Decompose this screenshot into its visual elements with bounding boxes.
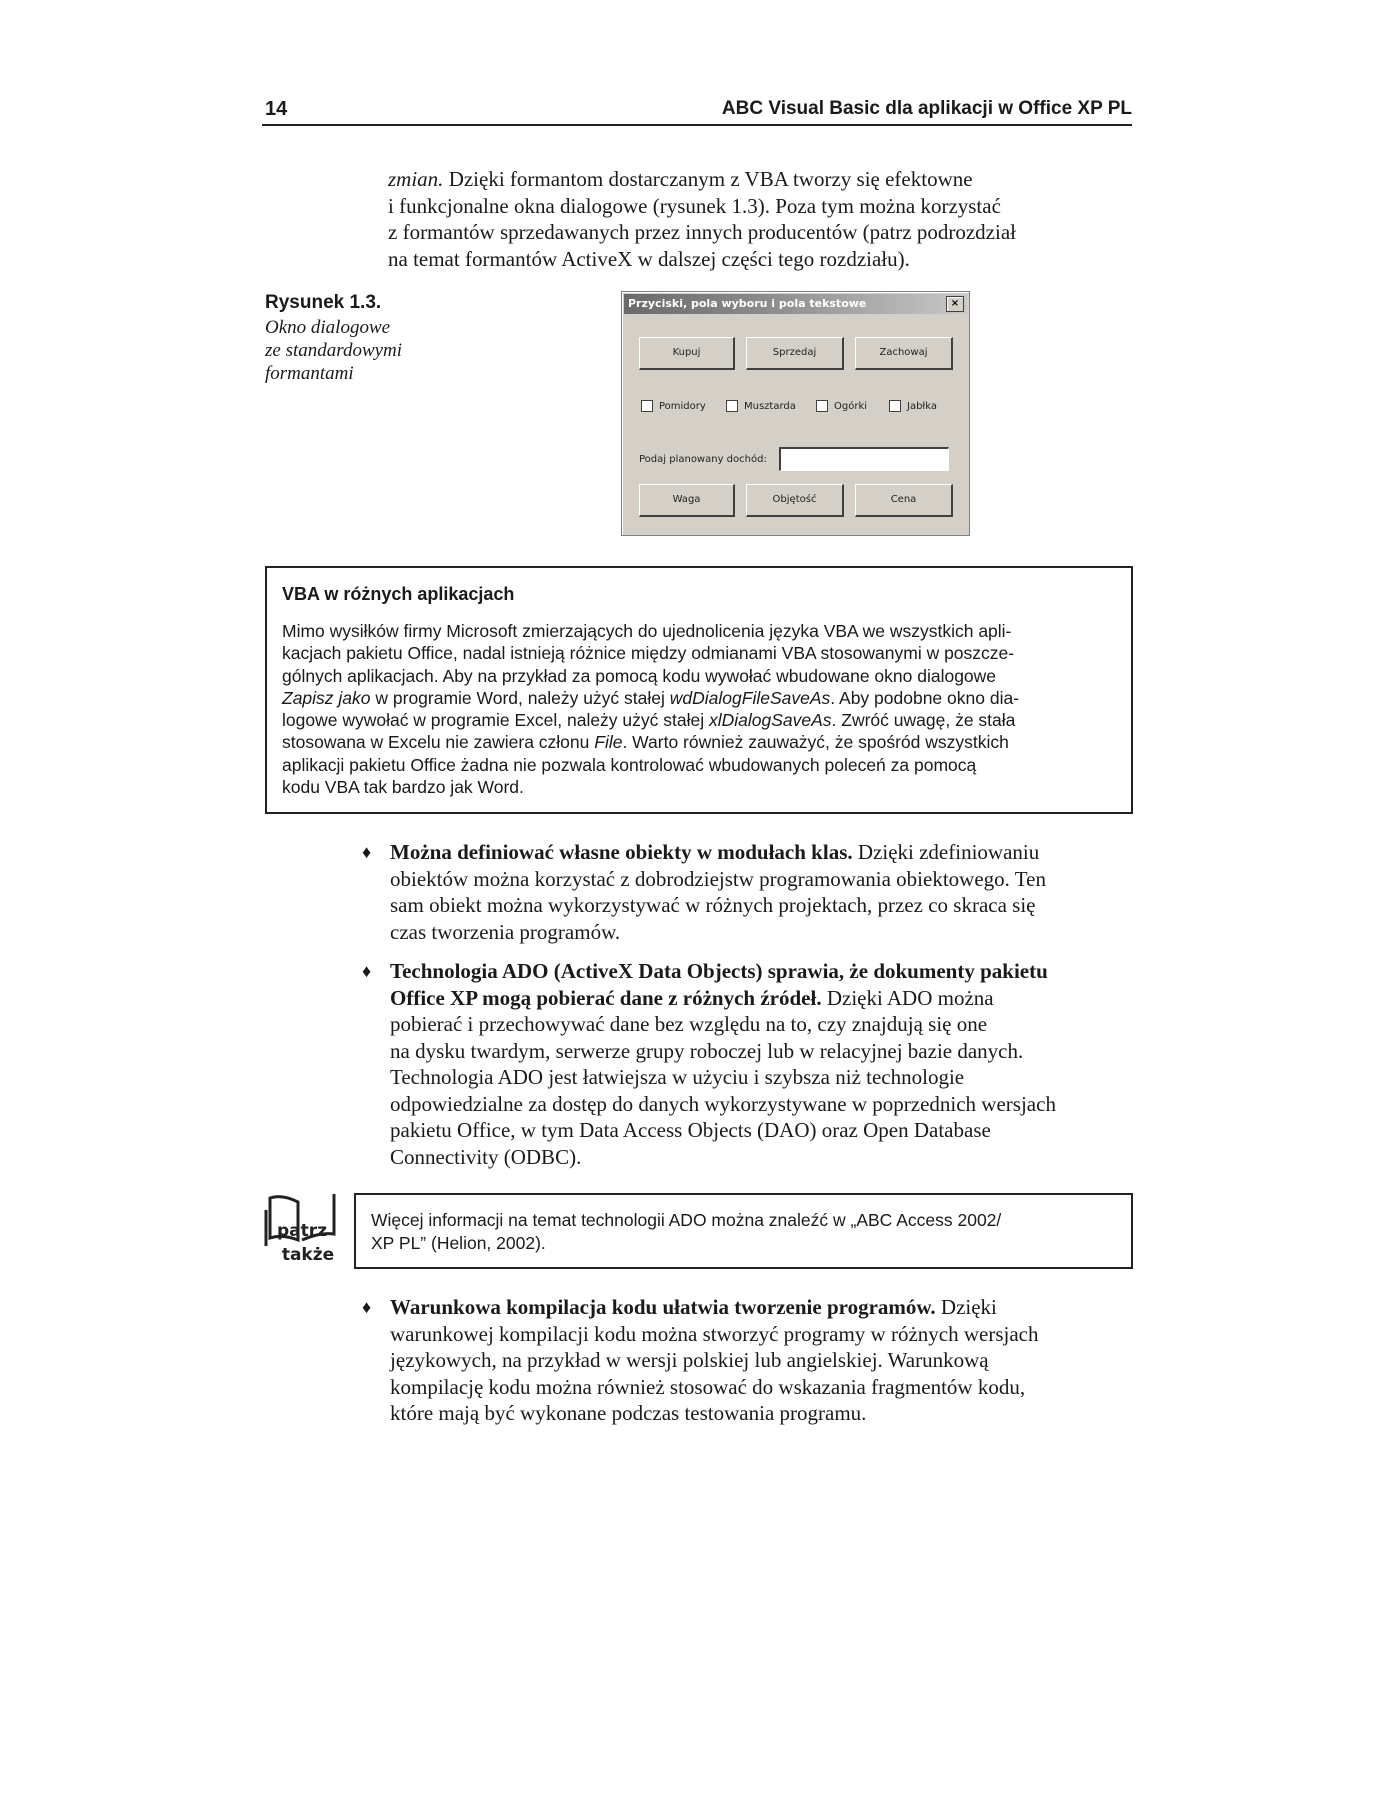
dialog-title-bar — [624, 294, 967, 314]
text-run: Office XP mogą pobierać dane z różnych źródeł. — [390, 985, 822, 1010]
intro-paragraph — [388, 166, 1016, 272]
intro-line: na temat formantów ActiveX w dalszej części tego rozdziału). — [388, 246, 910, 271]
intro-line: zmian. Dzięki formantom dostarczanym z VBA tworzy się efektowne — [388, 167, 973, 191]
list-item-line — [390, 1064, 1056, 1091]
list-item — [390, 839, 1046, 945]
text-run: Connectivity (ODBC). — [390, 1144, 582, 1169]
list-item-line — [390, 1117, 1056, 1144]
text-run: File — [594, 732, 623, 753]
list-item-line — [390, 866, 1046, 893]
intro-line: z formantów sprzedawanych przez innych producentów (patrz podrozdział — [388, 220, 1016, 244]
text-run: Dzięki zdefiniowaniu — [852, 840, 1040, 864]
figure-label: Rysunek 1.3. — [265, 292, 382, 313]
list-item-line — [390, 985, 1056, 1012]
bullet-diamond-icon: ♦ — [362, 842, 372, 862]
figure-caption — [265, 316, 402, 385]
checkbox-ogorki[interactable] — [816, 400, 867, 412]
bullet-diamond-icon: ♦ — [362, 1297, 372, 1317]
dialog-title: Przyciski, pola wyboru i pola tekstowe — [628, 297, 867, 310]
text-run: xlDialogSaveAs — [708, 710, 832, 731]
text-run: pakietu Office, w tym Data Access Objects (DAO) oraz Open Database — [390, 1118, 991, 1142]
text-run: pobierać i przechowywać dane bez względu na to, czy znajdują się one — [390, 1012, 988, 1036]
list-item-line — [390, 1321, 1038, 1348]
intro-line: i funkcjonalne okna dialogowe (rysunek 1.3). Poza tym można korzystać — [388, 193, 1001, 218]
text-run: gólnych aplikacjach. Aby na przykład za pomocą kodu wywołać wbudowane okno dialogowe — [282, 665, 997, 686]
list-item-line — [390, 1038, 1056, 1065]
checkbox-box[interactable] — [641, 400, 653, 412]
vba-note-line — [282, 665, 1019, 687]
text-run: Można definiować własne obiekty w modułach klas. — [390, 840, 853, 864]
list-item-line — [390, 958, 1056, 985]
text-run: Dzięki — [935, 1295, 997, 1319]
text-run: aplikacji pakietu Office żadna nie pozwala kontrolować wbudowanych poleceń za pomocą — [282, 754, 977, 775]
see-also-icon — [262, 1190, 342, 1273]
text-run: językowych, na przykład w wersji polskiej lub angielskiej. Warunkową — [390, 1348, 989, 1372]
text-run: w programie Word, należy użyć stałej — [370, 687, 670, 708]
list-item-line — [390, 1347, 1038, 1374]
running-header-title: ABC Visual Basic dla aplikacji w Office XP PL — [721, 98, 1132, 119]
objetosc-button[interactable]: Objętość — [746, 484, 844, 517]
kupuj-button[interactable]: Kupuj — [639, 337, 735, 370]
close-icon[interactable]: × — [946, 296, 964, 312]
vba-note-line — [282, 709, 1019, 731]
cena-button[interactable]: Cena — [855, 484, 953, 517]
text-run: kacjach pakietu Office, nadal istnieją różnice między odmianami VBA stosowanymi w poszcze- — [282, 643, 1015, 664]
caption-line: formantami — [265, 363, 354, 384]
list-item-line — [390, 919, 1046, 946]
checkbox-box[interactable] — [726, 400, 738, 412]
text-run: warunkowej kompilacji kodu można stworzyć programy w różnych wersjach — [390, 1321, 1039, 1346]
see-also-icon-word1: patrz — [276, 1221, 328, 1241]
vba-note-line — [282, 776, 1019, 798]
income-label: Podaj planowany dochód: — [639, 454, 767, 465]
checkbox-box[interactable] — [889, 400, 901, 412]
see-also-line: XP PL” (Helion, 2002). — [371, 1233, 546, 1253]
list-item-line — [390, 892, 1046, 919]
list-item-line — [390, 1011, 1056, 1038]
text-run: czas tworzenia programów. — [390, 919, 621, 944]
text-run: wdDialogFileSaveAs — [669, 687, 831, 708]
vba-note-line — [282, 687, 1019, 709]
text-run: sam obiekt można wykorzystywać w różnych projektach, przez co skraca się — [390, 893, 1036, 917]
bullet-diamond-icon: ♦ — [362, 961, 372, 981]
vba-note-text — [282, 620, 1019, 798]
text-run: . Warto również zauważyć, że spośród wszystkich — [622, 732, 1009, 753]
text-run: stosowana w Excelu nie zawiera członu — [282, 732, 595, 753]
list-item-line — [390, 1400, 1038, 1427]
list-item-line — [390, 1294, 1038, 1321]
text-run: logowe wywołać w programie Excel, należy użyć stałej — [282, 710, 709, 731]
zachowaj-button[interactable]: Zachowaj — [855, 337, 953, 370]
checkbox-jablka[interactable] — [889, 400, 937, 412]
header-rule — [262, 124, 1132, 126]
checkbox-label: Pomidory — [659, 400, 706, 412]
vba-note-line — [282, 731, 1019, 753]
sprzedaj-button[interactable]: Sprzedaj — [746, 337, 844, 370]
text-run: . Aby podobne okno dia- — [830, 687, 1020, 708]
income-input[interactable] — [779, 447, 949, 471]
checkbox-label: Ogórki — [834, 400, 868, 412]
text-run: odpowiedzialne za dostęp do danych wykorzystywane w poprzednich wersjach — [390, 1091, 1056, 1116]
text-run: Dzięki ADO można — [821, 985, 994, 1010]
dialog-window — [621, 291, 970, 536]
see-also-icon-word2: także — [281, 1245, 335, 1265]
caption-line: ze standardowymi — [265, 340, 403, 361]
checkbox-pomidory[interactable] — [641, 400, 706, 412]
waga-button[interactable]: Waga — [639, 484, 735, 517]
checkbox-musztarda[interactable] — [726, 400, 796, 412]
text-run: które mają być wykonane podczas testowania programu. — [390, 1401, 867, 1425]
text-run: Technologia ADO jest łatwiejsza w użyciu i szybsza niż technologie — [390, 1065, 965, 1089]
vba-note-heading: VBA w różnych aplikacjach — [282, 584, 515, 604]
list-item-line — [390, 1374, 1038, 1401]
list-item-line — [390, 1144, 1056, 1171]
text-run: . Zwróć uwagę, że stała — [831, 710, 1016, 731]
list-item — [390, 958, 1056, 1170]
text-run: na dysku twardym, serwerze grupy roboczej lub w relacyjnej bazie danych. — [390, 1038, 1024, 1063]
text-run: obiektów można korzystać z dobrodziejstw programowania obiektowego. Ten — [390, 866, 1046, 891]
vba-note-line — [282, 754, 1019, 776]
text-run: kodu VBA tak bardzo jak Word. — [282, 777, 524, 798]
text-run: Zapisz jako — [282, 687, 371, 708]
page-number: 14 — [265, 98, 288, 120]
checkbox-label: Jabłka — [907, 400, 938, 412]
see-also-line: Więcej informacji na temat technologii ADO można znaleźć w „ABC Access 2002/ — [371, 1210, 1002, 1230]
vba-note-line — [282, 620, 1019, 642]
list-item-line — [390, 1091, 1056, 1118]
checkbox-label: Musztarda — [744, 400, 796, 412]
vba-note-line — [282, 642, 1019, 664]
list-item-line — [390, 839, 1046, 866]
see-also-text — [371, 1209, 1001, 1255]
text-run: Mimo wysiłków firmy Microsoft zmierzających do ujednolicenia języka VBA we wszystkich apli- — [282, 621, 1012, 641]
list-item — [390, 1294, 1038, 1427]
text-run: Warunkowa kompilacja kodu ułatwia tworzenie programów. — [390, 1295, 936, 1319]
caption-line: Okno dialogowe — [265, 317, 391, 338]
text-run: kompilację kodu można również stosować do wskazania fragmentów kodu, — [390, 1374, 1026, 1399]
text-run: Technologia ADO (ActiveX Data Objects) sprawia, że dokumenty pakietu — [390, 959, 1048, 983]
checkbox-box[interactable] — [816, 400, 828, 412]
